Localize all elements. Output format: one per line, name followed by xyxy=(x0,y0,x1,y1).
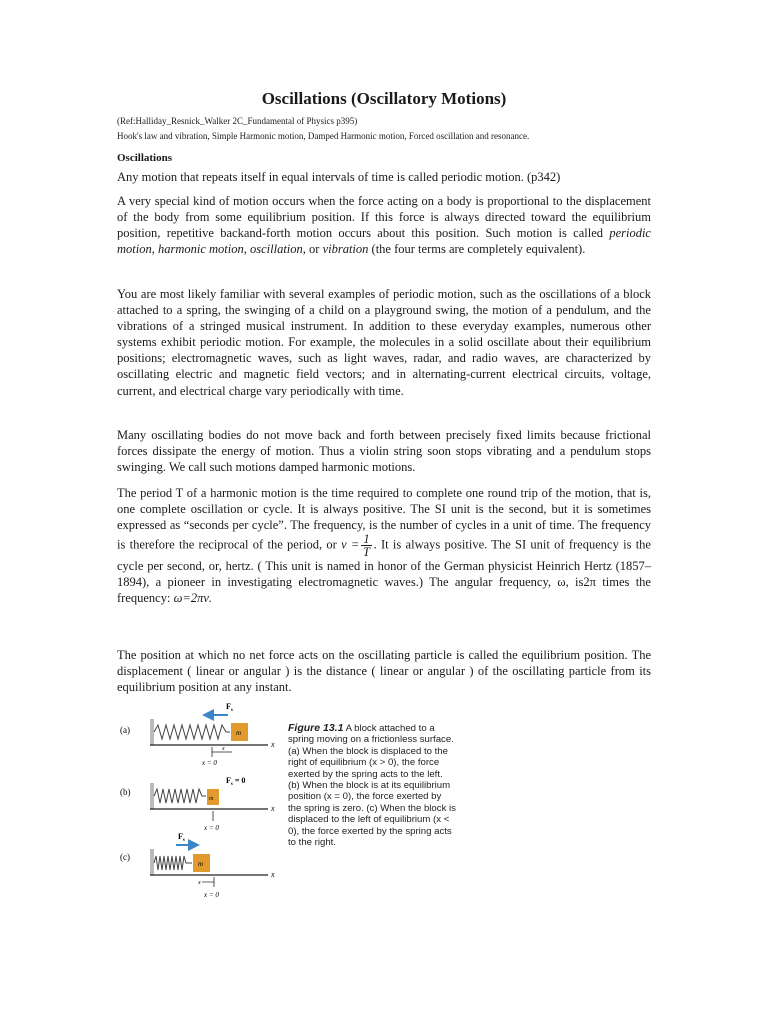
paragraph-periodic-definition: A very special kind of motion occurs when the force acting on a body is proportional to the displacement of the body from some equilibrium position. If this force is always directed toward the equilibrium position, repetitive backand-forth motion occurs about this position. Such motion is called periodic motion, harmonic motion, oscillation, or vibration (the four terms are completely equivalent). xyxy=(117,194,651,257)
panel-a xyxy=(150,703,275,767)
x-zero-b: x = 0 xyxy=(204,824,219,832)
x-var-a: x xyxy=(222,746,225,752)
intro-paragraph: Any motion that repeats itself in equal intervals of time is called periodic motion. (p342) xyxy=(117,170,561,184)
section-heading: Oscillations xyxy=(117,152,173,164)
axis-x-a: x xyxy=(271,740,275,749)
paragraph-examples: You are most likely familiar with several examples of periodic motion, such as the oscillations of a block attached to a spring, the swinging of a child on a playground swing, the motion of a pendulum, and the vibrations of a stringed musical instrument. In addition to these everyday examples, numerous other systems exhibit periodic motion. For example, the molecules in a solid oscillate about their equilibrium positions; electromagnetic waves, such as light waves, radar, and radio waves, are characterized by oscillating electric and magnetic field vectors; and in alternating-current electrical circuits, voltage, current, and electrical charge vary periodically with time. xyxy=(117,287,651,398)
page-title: Oscillations (Oscillatory Motions) xyxy=(261,89,507,108)
omega-formula: ω=2πν. xyxy=(173,591,213,606)
axis-x-c: x xyxy=(271,870,275,879)
mass-label-a: m xyxy=(236,729,242,737)
topics-line: Hook's law and vibration, Simple Harmonic motion, Damped Harmonic motion, Forced oscillation and resonance. xyxy=(117,131,530,141)
term-periodic: periodic motion xyxy=(117,226,651,257)
term-vibration: vibration xyxy=(322,242,369,257)
figure-caption-label: Figure 13.1 xyxy=(288,722,344,734)
panel-b-label: (b) xyxy=(120,787,131,797)
reference-line: (Ref:Halliday_Resnick_Walker 2C_Fundamental of Physics p395) xyxy=(117,116,358,126)
wall-c xyxy=(150,849,154,875)
force-label-c: $F_s$ xyxy=(178,832,185,843)
mass-label-c: m xyxy=(198,860,204,868)
x-var-c: x xyxy=(198,880,201,886)
spring-c xyxy=(154,856,192,870)
formula-fraction: $\frac{1}{T}$ xyxy=(363,532,370,560)
term-harmonic: harmonic motion xyxy=(157,242,244,257)
spring-b xyxy=(154,789,206,803)
figure-caption xyxy=(288,723,456,848)
panel-c xyxy=(150,832,275,899)
force-zero-label-b: $F_s = 0$ xyxy=(226,776,246,787)
wall-b xyxy=(150,783,154,809)
mass-label-b: m xyxy=(209,796,214,802)
axis-x-b: x xyxy=(271,804,275,813)
term-oscillation: oscillation, xyxy=(250,242,306,257)
force-label-a: $F_s$ xyxy=(226,703,233,713)
wall-a xyxy=(150,719,154,745)
panel-a-label: (a) xyxy=(120,725,130,735)
x-zero-c: x = 0 xyxy=(204,891,219,899)
paragraph-equilibrium: The position at which no net force acts on the oscillating particle is called the equilibrium position. The displacement ( linear or angular ) is the distance ( linear or angular ) of the oscillating particle from its equilibrium position at any instant. xyxy=(117,648,651,695)
spring-a xyxy=(154,725,230,739)
paragraph-period-frequency: The period T of a harmonic motion is the time required to complete one round trip of the motion, that is, one complete oscillation or cycle. It is always positive. The SI unit is the second, but it is sometimes expressed as “seconds per cycle”. The frequency, is the number of cycles in a unit of time. The frequency is therefore the reciprocal of the period, or ν = $\frac{1}{T}$ . It is always positive. The SI unit of frequency is the cycle per second, or, hertz. ( This unit is named in honor of the German physicist Heinrich Hertz (1857–1894), a pioneer in investigating electromagnetic waves.) The angular frequency, ω, is2π times the frequency: ω=2πν. xyxy=(117,486,651,606)
x-zero-a: x = 0 xyxy=(202,759,217,767)
panel-b xyxy=(150,776,275,832)
panel-c-label: (c) xyxy=(120,852,130,862)
figure-caption-text: A block attached to a spring moving on a frictionless surface. (a) When the block is displaced to the right of equilibrium (x > 0), the force exerted by the spring acts to the left. (b) When the block is at its equilibrium position (x = 0), the force exerted by the spring is zero. (c) When the block is displaced to the left of equilibrium (x < 0), the force exerted by the spring acts to the right. xyxy=(288,723,456,849)
paragraph-damped: Many oscillating bodies do not move back and forth between precisely fixed limits because frictional forces dissipate the energy of motion. Thus a violin string soon stops vibrating and a pendulum stops swinging. We call such motions damped harmonic motions. xyxy=(117,428,651,475)
formula-lhs: ν = xyxy=(341,537,360,552)
